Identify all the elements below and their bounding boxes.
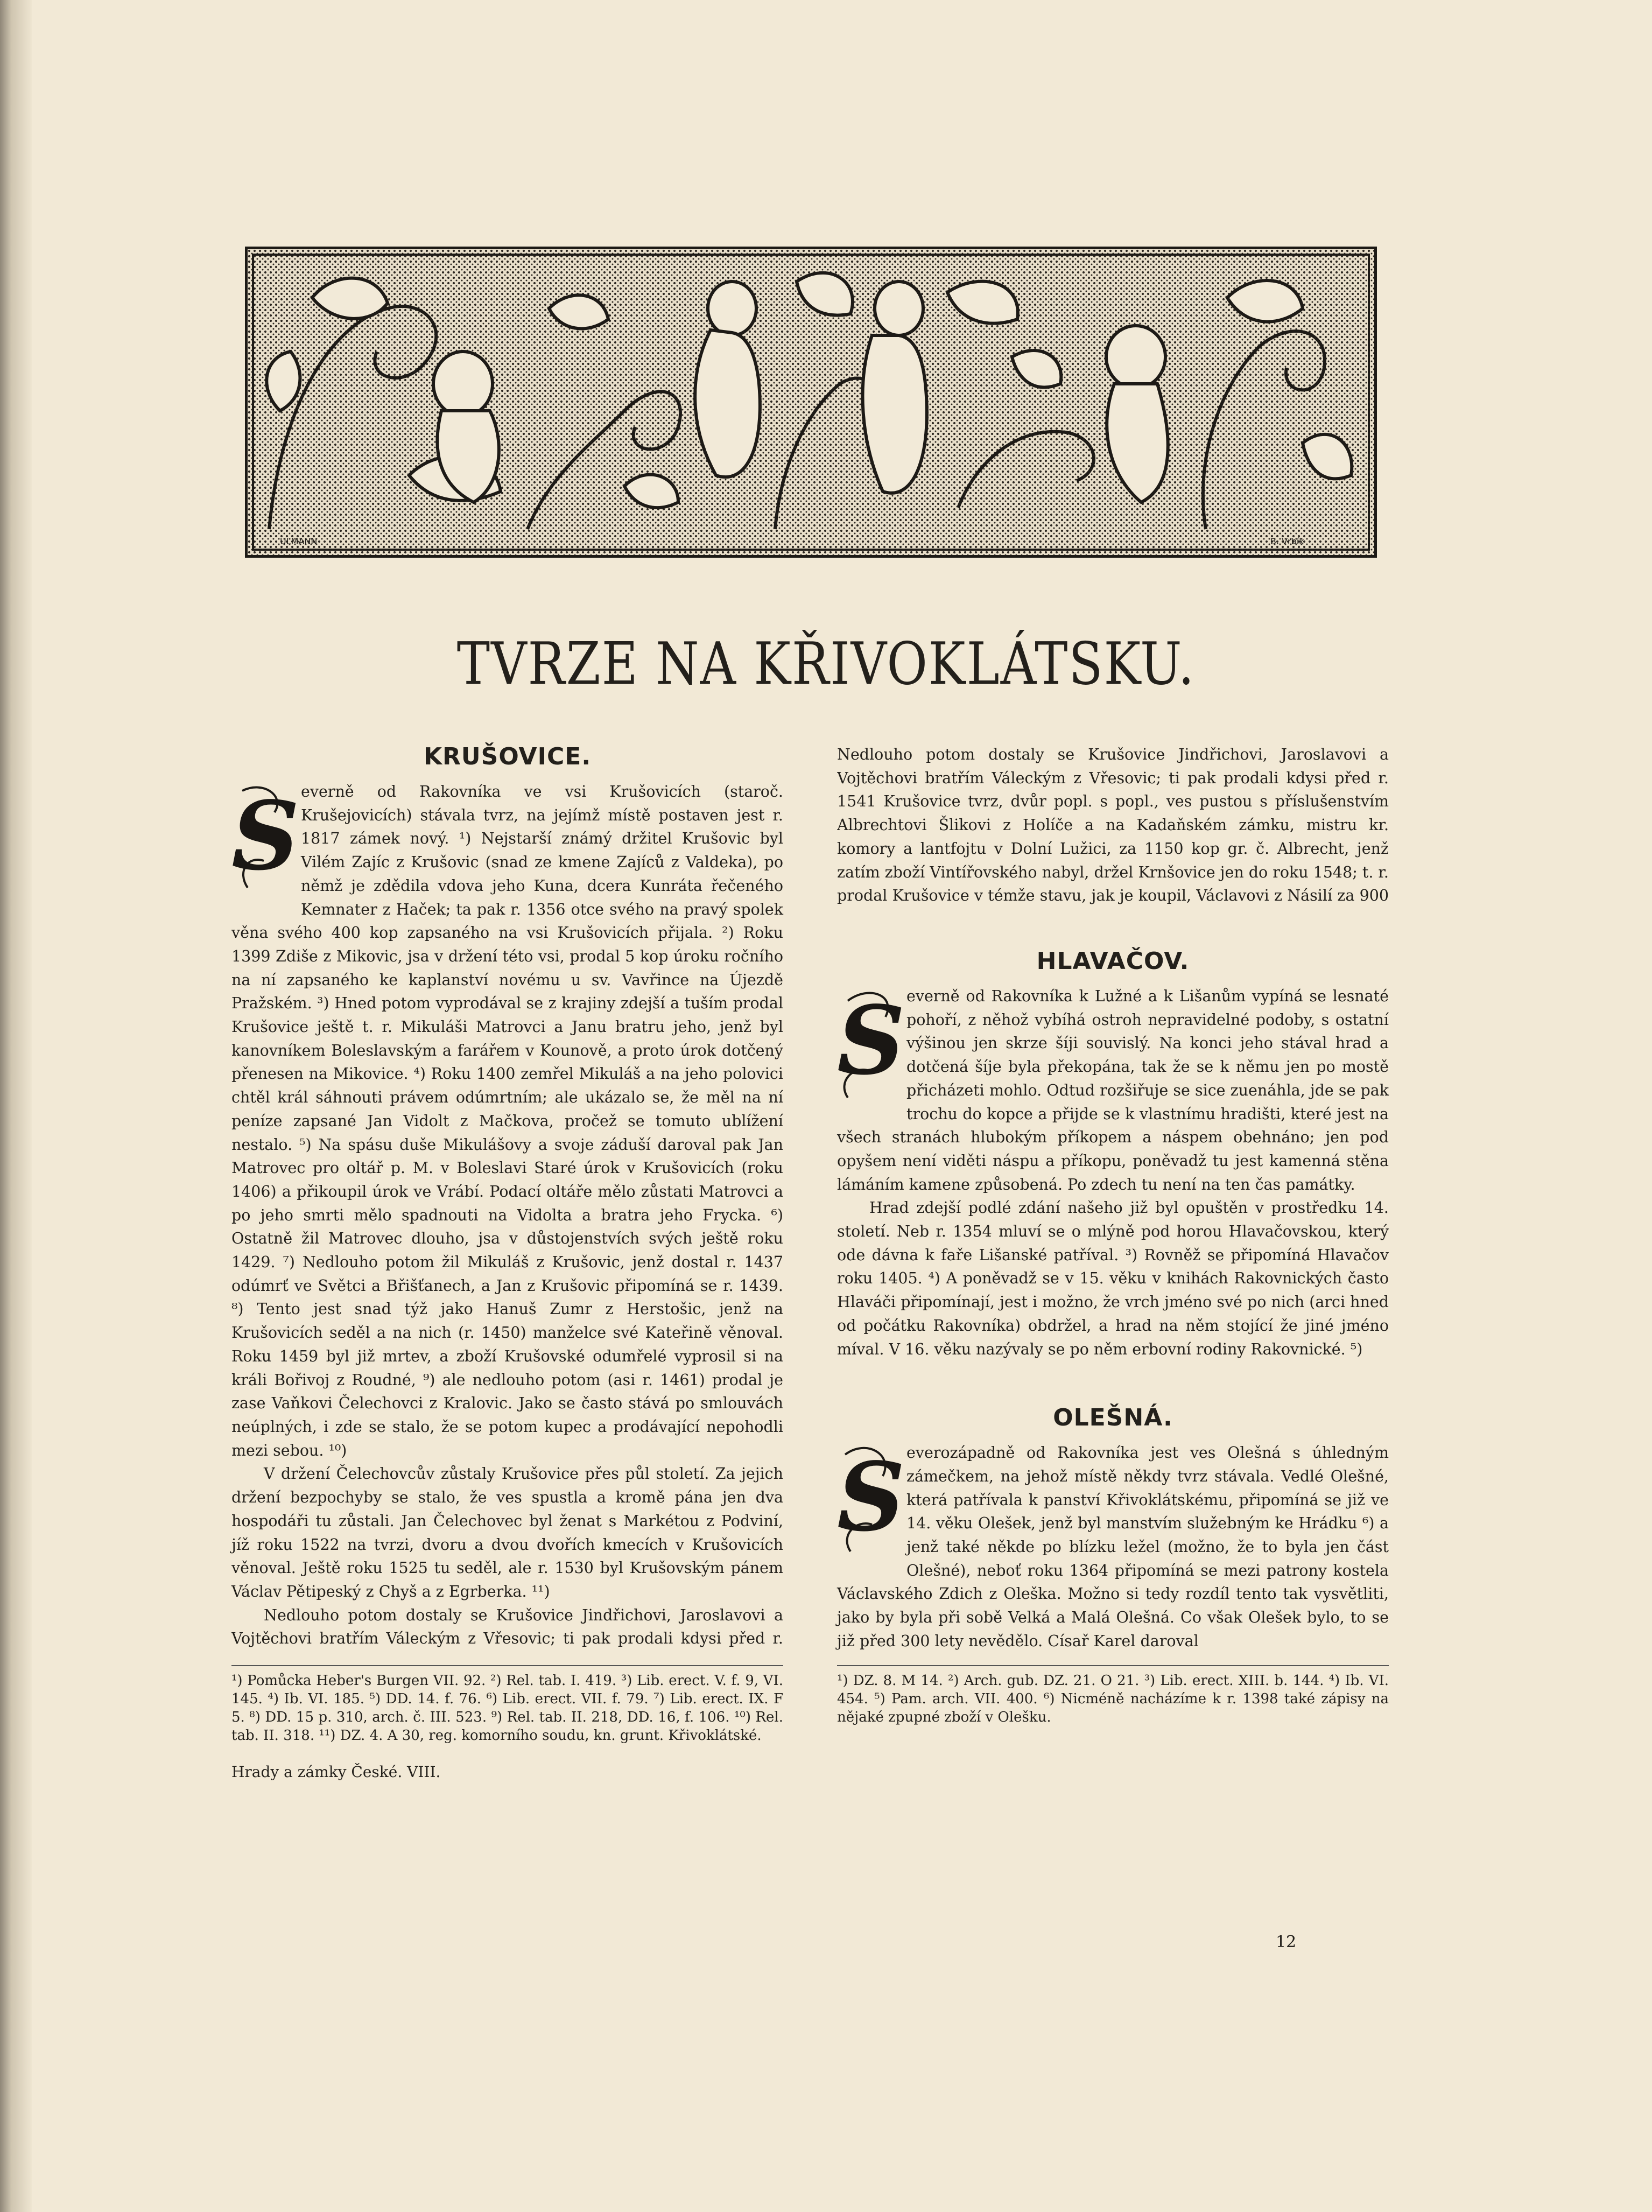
headpiece-artist-mark-right: B. Vrbík	[1270, 536, 1304, 546]
section-heading-krusovice: KRUŠOVICE.	[423, 743, 592, 770]
ornamental-initial	[837, 1441, 905, 1570]
paragraph: Hrad zdejší podlé zdání našeho již byl opuštěn v prostředku 14. století. Neb r. 1354 mluví se o mlýně pod horou Hlavačovskou, který ode dávna k faře Lišanské patříval. ³) Rovněž se připomíná Hlavačov roku 1405. ⁴) A poněvadž se v 15. věku v knihách Rakovnických často Hlaváči připomínají, jest i možno, že vrch jméno své po nich (arci hned od počátku Rakovníka) obdržel, a hrad na něm stojící že jiné jméno míval. V 16. věku nazývaly se po něm erbovní rodiny Rakovnické. ⁵)	[837, 1199, 1389, 1358]
footnotes-right: ¹) DZ. 8. M 14. ²) Arch. gub. DZ. 21. O 21. ³) Lib. erect. XIII. b. 144. ⁴) Ib. VI. 454. ⁵) Pam. arch. VII. 400. ⁶) Nicméně nacházíme k r. 1398 také zápisy na nějaké zpupné zboží v Olešku.	[837, 1665, 1389, 1726]
ornamental-initial	[837, 985, 905, 1114]
paragraph-continued: Nedlouho potom dostaly se Krušovice Jindřichovi, Jaroslavovi a Vojtěchovi bratřím Váleckým z Vřesovic; ti pak prodali kdysi před r.	[231, 1606, 783, 1648]
paragraph: everně od Rakovníka k Lužné a k Lišanům vypíná se lesnaté pohoří, z něhož vybíhá ostroh nepravidelné podoby, s ostatní výšinou jen skrze šíji souvislý. Na konci jeho stával hrad a dotčená šíje byla překopána, tak že se k němu jen po mostě přicházeti mohlo. Odtud rozšiřuje se sice zuenáhla, jde se pak trochu do kopce a přijde se k vlastnímu hradišti, které jest na všech stranách hlubokým příkopem a náspem obehnáno; jen pod opyšem není viděti náspu a příkopu, poněvadž tu jest kamenná stěna lámáním kamene způsobená. Po zdech tu není na ten čas památky.	[837, 987, 1389, 1193]
section-heading-olesna: OLEŠNÁ.	[1053, 1404, 1173, 1432]
initial-letter: S	[837, 986, 905, 1096]
ornamental-initial	[231, 780, 300, 909]
page-title: TVRZE NA KŘIVOKLÁTSKU.	[456, 630, 1196, 698]
paragraph: V držení Čelechovcův zůstaly Krušovice přes půl století. Za jejich držení bezpochyby se stalo, že ves spustla a kromě pána jen dva hospodáři tu zůstali. Jan Čelechovec byl ženat s Markétou z Podviní, jíž roku 1522 na tvrzi, dvoru a dvou dvořích kmecích v Krušovicích věnoval. Ještě roku 1525 tu seděl, ale r. 1530 byl Krušovským pánem Václav Pětipeský z Chyš a z Egrberka. ¹¹)	[231, 1465, 783, 1600]
footnotes-left: ¹) Pomůcka Heber's Burgen VII. 92. ²) Rel. tab. I. 419. ³) Lib. erect. V. f. 9, VI. 145. ⁴) Ib. VI. 185. ⁵) DD. 14. f. 76. ⁶) Lib. erect. VII. f. 79. ⁷) Lib. erect. IX. F 5. ⁸) DD. 15 p. 310, arch. č. III. 523. ⁹) Rel. tab. II. 218, DD. 16, f. 106. ¹⁰) Rel. tab. II. 318. ¹¹) DZ. 4. A 30, reg. komorního soudu, kn. grunt. Křivoklátské.	[231, 1665, 783, 1745]
continued-text-block	[837, 743, 1389, 904]
signature-line: Hrady a zámky České. VIII.	[231, 1762, 441, 1781]
paragraph: everozápadně od Rakovníka jest ves Olešná s úhledným zámečkem, na jehož místě někdy tvrz stávala. Vedlé Olešné, která patřívala k panství Křivoklátskému, připomíná se již ve 14. věku Olešek, jenž byl manstvím služebným ke Hrádku ⁶) a jenž také někde po blízku ležel (možno, že to byla jen část Olešné), neboť roku 1364 připomíná se mezi patrony kostela Václavského Zdich z Oleška. Možno si tedy rozdíl tento tak vysvětliti, jako by byla při sobě Velká a Malá Olešná. Co však Olešek bylo, to se již před 300 lety nevědělo. Císař Karel daroval	[837, 1444, 1389, 1650]
ornamental-headpiece	[245, 247, 1377, 558]
headpiece-artist-mark-left: ULMANN	[280, 536, 318, 546]
paragraph: everně od Rakovníka ve vsi Krušovicích (staroč. Krušejovicích) stávala tvrz, na jejímž místě postaven jest r. 1817 zámek nový. ¹) Nejstarší známý držitel Krušovic byl Vilém Zajíc z Krušovic (snad ze kmene Zajíců z Valdeka), po němž je zdědila vdova jeho Kuna, dcera Kunráta řečeného Kemnater z Haček; ta pak r. 1356 otce svého na pravý spolek věna svého 400 kop zapsaného na vsi Krušovicích přijala. ²) Roku 1399 Zdiše z Mikovic, jsa v držení této vsi, prodal 5 kop úroku ročního na ní zapsaného ke kaplanství novému u sv. Vavřince na Újezdě Pražském. ³) Hned potom vyprodával se z krajiny zdejší a tuším prodal Krušovice ještě t. r. Mikuláši Matrovci a Janu bratru jeho, jenž byl kanovníkem Boleslavským a farářem v Kounově, a proto úrok dotčený přenesen na Mikovice. ⁴) Roku 1400 zemřel Mikuláš a na jeho polovici chtěl král sáhnouti právem odúmrtním; ale ukázalo se, že měl na ní peníze zapsané Jan Vidolt z Mačkova, pročež se tomuto ublížení nestalo. ⁵) Na spásu duše Mikulášovy a svoje záduší daroval pak Jan Matrovec pro oltář p. M. v Boleslavi Staré úrok v Krušovicích (roku 1406) a přikoupil úrok ve Vrábí. Podací oltáře mělo zůstati Matrovci a po jeho smrti mělo spadnouti na Vidolta a bratra jeho Frycka. ⁶) Ostatně žil Matrovec dlouho, jsa v důstojenstvích svých ještě roku 1429. ⁷) Nedlouho potom žil Mikuláš z Krušovic, jenž dostal r. 1437 odúmrť ve Světci a Břišťanech, a Jan z Krušovic připomíná se r. 1439. ⁸) Tento jest snad týž jako Hanuš Zumr z Herstošic, jenž na Krušovicích seděl a na nich (r. 1450) manželce své Kateřině věnoval. Roku 1459 byl již mrtev, a zboží Krušovské odumřelé vyprosil si na králi Bořivoj z Roudné, ⁹) ale nedlouho potom (asi r. 1461) prodal je zase Vaňkovi Čelechovci z Kralovic. Jako se často stává po smlouvách neúplných, i zde se stalo, že se potom kupec a prodávající nepohodli mezi sebou. ¹⁰)	[231, 783, 783, 1459]
paragraph-continuation: Nedlouho potom dostaly se Krušovice Jindřichovi, Jaroslavovi a Vojtěchovi bratřím Váleckým z Vřesovic; ti pak prodali kdysi před r. 1541 Krušovice tvrz, dvůr popl. s popl., ves pustou s příslušenstvím Albrechtovi Šlikovi z Holíče a na Kadaňském zámku, mistru kr. komory a lantfojtu v Dolní Lužici, za 1150 kop gr. č. Albrecht, jenž zatím zboží Vintířovského nabyl, držel Krnšovice jen do roku 1548; t. r. prodal Krušovice v témže stavu, jak je koupil, Václavovi z Násilí za 900	[837, 746, 1389, 904]
book-binding-edge	[0, 0, 32, 2212]
initial-letter: S	[231, 781, 300, 891]
right-column	[837, 743, 1389, 1726]
initial-letter: S	[837, 1442, 905, 1553]
section-heading-hlavacov: HLAVAČOV.	[1036, 947, 1190, 975]
page-number: 12	[1276, 1933, 1297, 1951]
left-column	[231, 743, 783, 1781]
headpiece-illustration	[248, 249, 1374, 555]
